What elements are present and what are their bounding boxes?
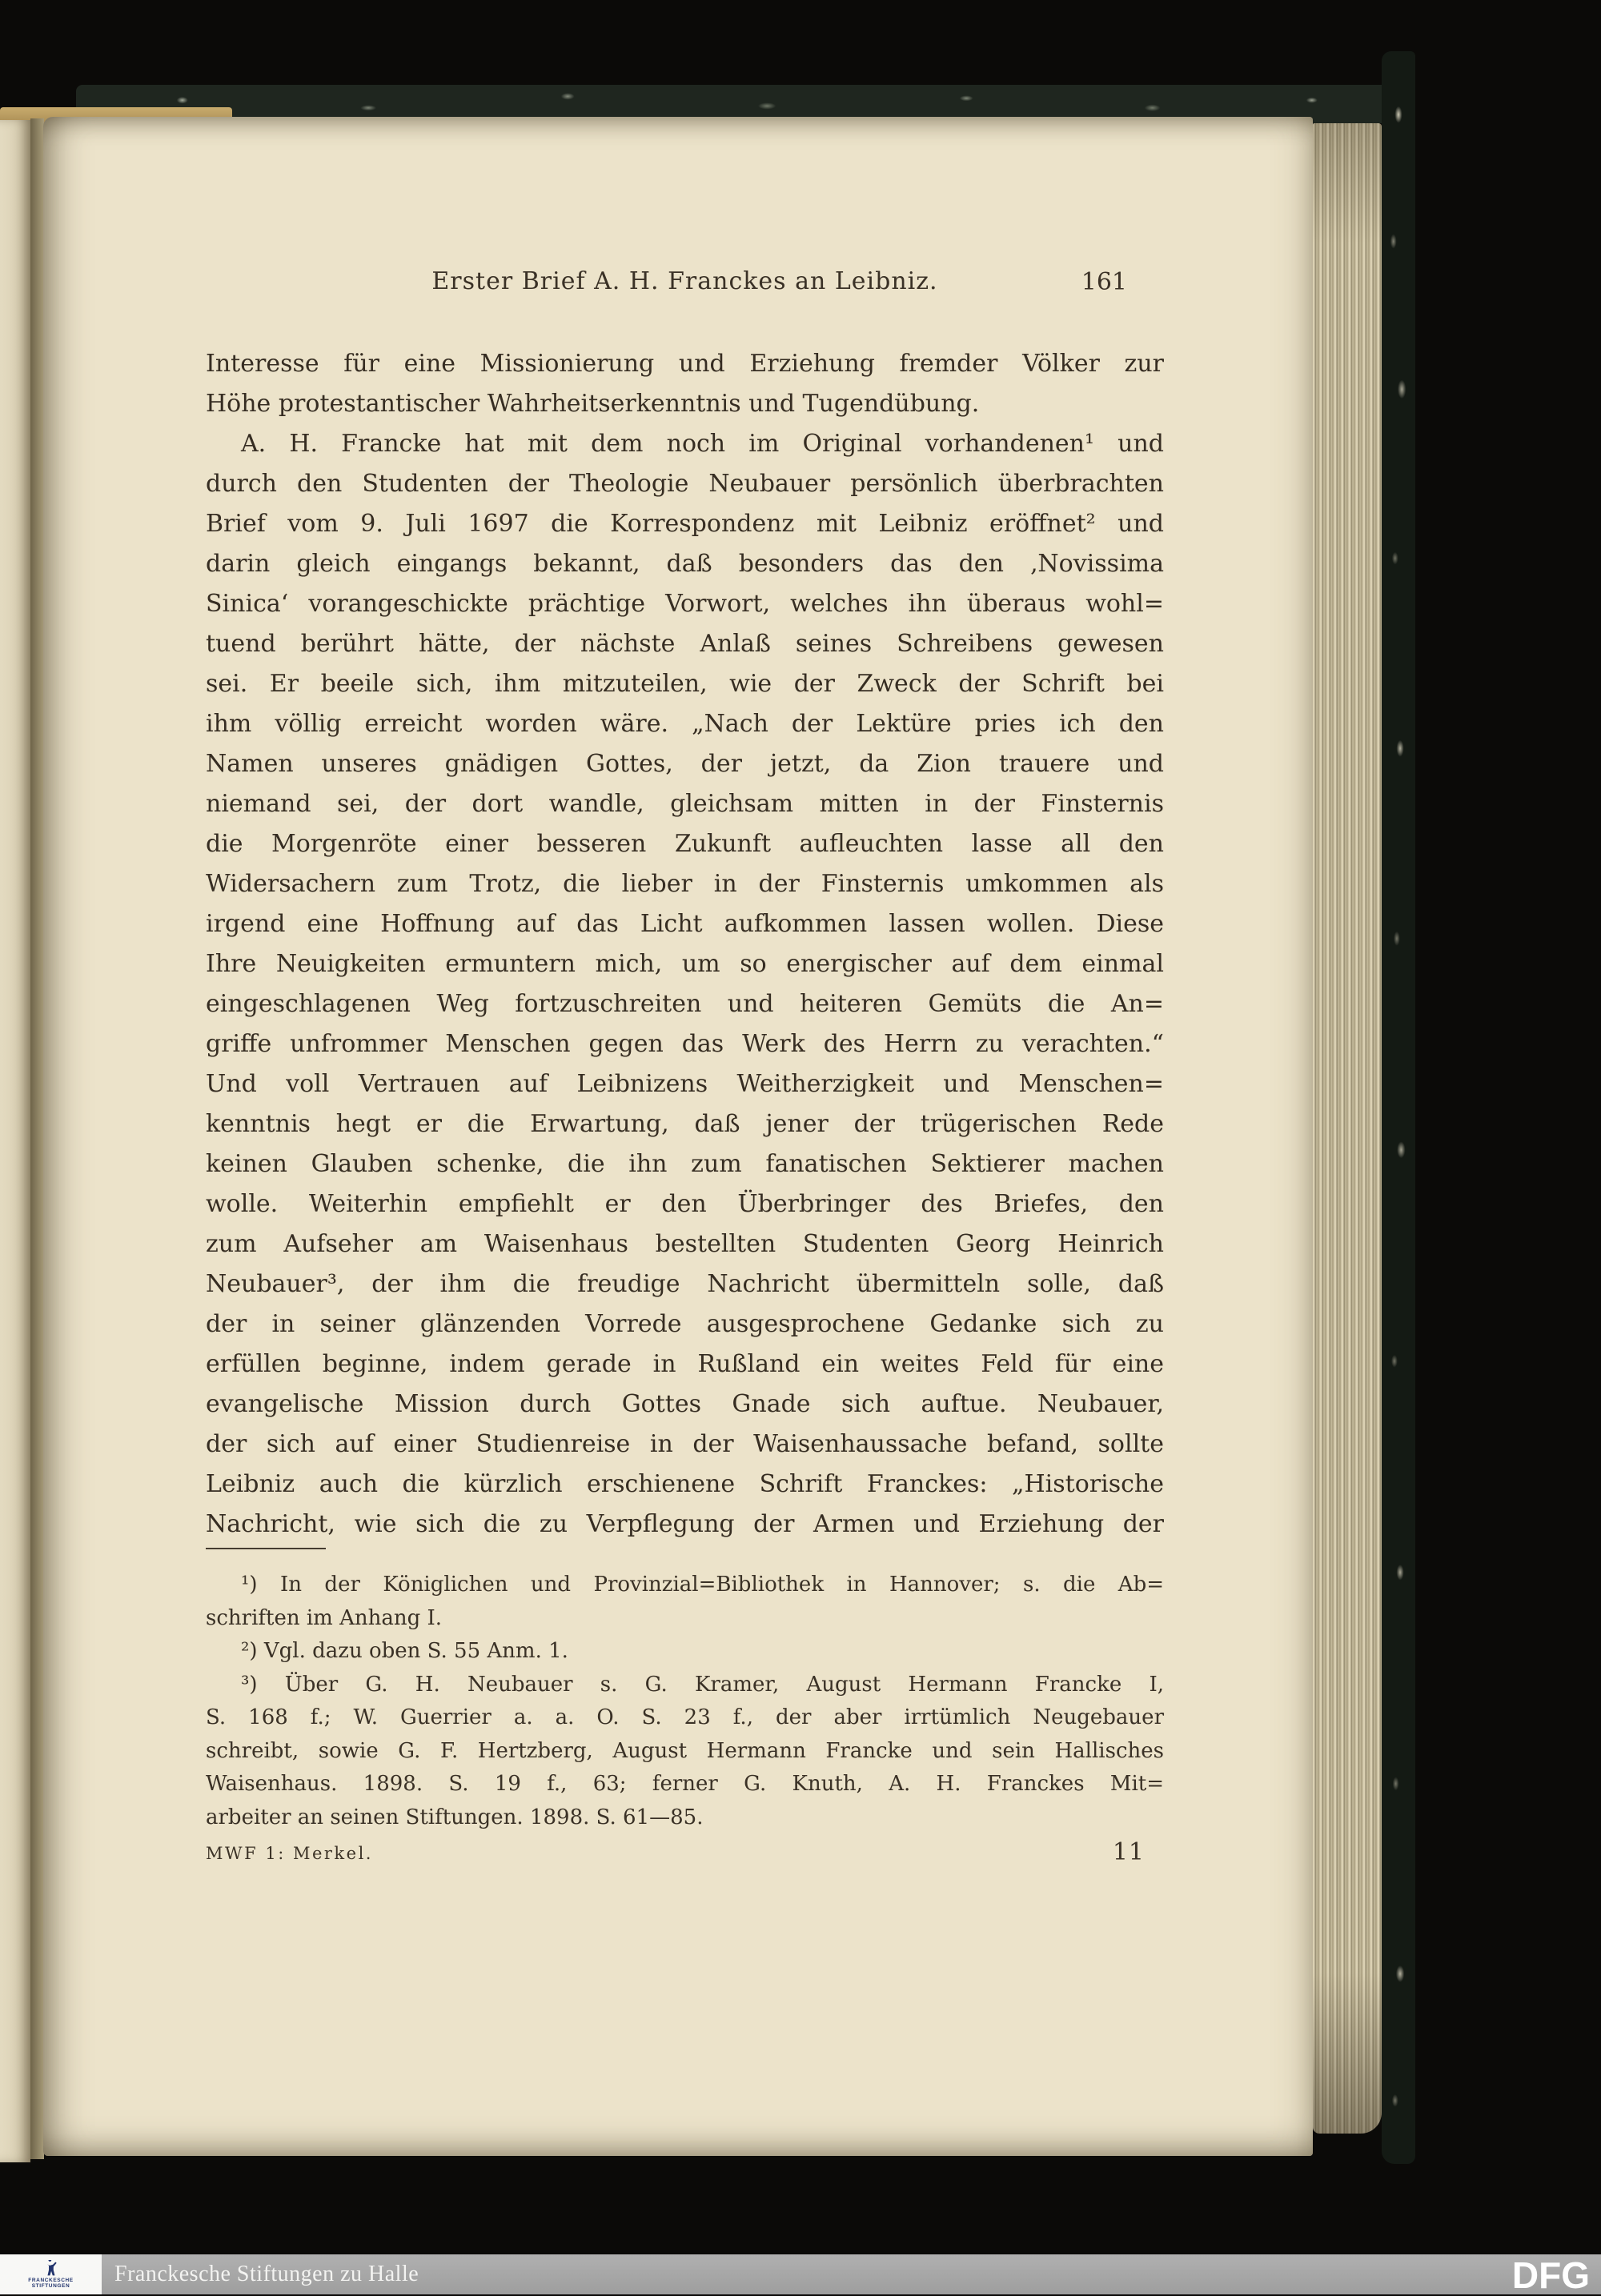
body-text-line: Neubauer³, der ihm die freudige Nachricht übermitteln solle, daß — [206, 1270, 1164, 1298]
page-fore-edge — [1313, 123, 1382, 2134]
running-header — [206, 267, 1164, 295]
logo-caption — [28, 2278, 73, 2289]
body-text-line: der in seiner glänzenden Vorrede ausgesprochene Gedanke sich zu — [206, 1310, 1164, 1338]
gutter-shadow — [30, 118, 44, 2159]
logo-caption-line2: STIFTUNGEN — [31, 2283, 70, 2289]
footnote-line: ³) Über G. H. Neubauer s. G. Kramer, August Hermann Francke I, — [241, 1672, 1164, 1697]
body-text-line: Sinica‘ vorangeschickte prächtige Vorwort, welches ihn überaus wohl= — [206, 590, 1164, 618]
footnote-line: ²) Vgl. dazu oben S. 55 Anm. 1. — [241, 1639, 568, 1663]
body-text-line: tuend berührt hätte, der nächste Anlaß seines Schreibens gewesen — [206, 630, 1164, 658]
footnotes — [206, 1569, 1164, 1834]
body-text-line: griffe unfrommer Menschen gegen das Werk des Herrn zu verachten.“ — [206, 1030, 1164, 1058]
viewer-footer-bar — [0, 2254, 1601, 2294]
body-text-line: evangelische Mission durch Gottes Gnade sich auftue. Neubauer, — [206, 1390, 1164, 1418]
footnote-line: arbeiter an seinen Stiftungen. 1898. S. 61—85. — [206, 1805, 704, 1829]
body-text-line: niemand sei, der dort wandle, gleichsam mitten in der Finsternis — [206, 790, 1164, 818]
sheet-number: 11 — [1112, 1838, 1145, 1866]
body-text-line: erfüllen beginne, indem gerade in Rußland ein weites Feld für eine — [206, 1350, 1164, 1378]
body-text-line: Nachricht, wie sich die zu Verpflegung der Armen und Erziehung der — [206, 1510, 1164, 1538]
body-text-line: keinen Glauben schenke, die ihn zum fanatischen Sektierer machen — [206, 1150, 1164, 1178]
body-text-line: Höhe protestantischer Wahrheitserkenntnis und Tugendübung. — [206, 390, 980, 418]
page-number: 161 — [1081, 268, 1127, 296]
francke-statue-icon — [42, 2260, 59, 2277]
body-text-line: Brief vom 9. Juli 1697 die Korrespondenz mit Leibniz eröffnet² und — [206, 510, 1164, 538]
footnote-line: S. 168 f.; W. Guerrier a. a. O. S. 23 f., der aber irrtümlich Neugebauer — [206, 1705, 1164, 1729]
body-text-line: der sich auf einer Studienreise in der Waisenhaussache befand, sollte — [206, 1430, 1164, 1458]
body-text-line: die Morgenröte einer besseren Zukunft aufleuchten lasse all den — [206, 830, 1164, 858]
body-text-line: Namen unseres gnädigen Gottes, der jetzt, da Zion trauere und — [206, 750, 1164, 778]
body-text-line: A. H. Francke hat mit dem noch im Original vorhandenen¹ und — [241, 430, 1164, 458]
franckesche-stiftungen-logo — [0, 2254, 102, 2294]
book-cover-edge — [1382, 51, 1415, 2164]
body-text-line: darin gleich eingangs bekannt, daß besonders das den ‚Novissima — [206, 550, 1164, 578]
body-text-line: Interesse für eine Missionierung und Erziehung fremder Völker zur — [206, 350, 1164, 378]
body-text-line: Und voll Vertrauen auf Leibnizens Weitherzigkeit und Menschen= — [206, 1070, 1164, 1098]
body-text — [206, 344, 1164, 1545]
footnote-line: schreibt, sowie G. F. Hertzberg, August Hermann Francke und sein Hallisches — [206, 1738, 1164, 1763]
body-text-line: eingeschlagenen Weg fortzuschreiten und heiteren Gemüts die An= — [206, 990, 1164, 1018]
body-text-line: irgend eine Hoffnung auf das Licht aufkommen lassen wollen. Diese — [206, 910, 1164, 938]
body-text-line: sei. Er beeile sich, ihm mitzuteilen, wie der Zweck der Schrift bei — [206, 670, 1164, 698]
facing-page-sliver — [0, 120, 30, 2162]
body-text-line: kenntnis hegt er die Erwartung, daß jener der trügerischen Rede — [206, 1110, 1164, 1138]
book-page — [43, 117, 1313, 2156]
body-text-line: Ihre Neuigkeiten ermuntern mich, um so energischer auf dem einmal — [206, 950, 1164, 978]
body-text-line: durch den Studenten der Theologie Neubauer persönlich überbrachten — [206, 470, 1164, 498]
footer-library-name: Franckesche Stiftungen zu Halle — [114, 2262, 419, 2286]
body-text-line: ihm völlig erreicht worden wäre. „Nach der Lektüre pries ich den — [206, 710, 1164, 738]
signature-row — [206, 1838, 1164, 1866]
running-header-title: Erster Brief A. H. Franckes an Leibniz. — [431, 267, 938, 295]
footnote-line: ¹) In der Königlichen und Provinzial=Bibliothek in Hannover; s. die Ab= — [241, 1573, 1164, 1597]
footnote-line: Waisenhaus. 1898. S. 19 f., 63; ferner G. Knuth, A. H. Franckes Mit= — [206, 1772, 1164, 1796]
footnote-line: schriften im Anhang I. — [206, 1605, 443, 1630]
body-text-line: wolle. Weiterhin empfiehlt er den Überbringer des Briefes, den — [206, 1190, 1164, 1218]
signature-mark: MWF 1: Merkel. — [206, 1844, 373, 1863]
body-text-line: Widersachern zum Trotz, die lieber in der Finsternis umkommen als — [206, 870, 1164, 898]
body-text-line: zum Aufseher am Waisenhaus bestellten Studenten Georg Heinrich — [206, 1230, 1164, 1258]
dfg-logo: DFG — [1511, 2254, 1590, 2296]
footnote-separator — [206, 1548, 326, 1549]
body-text-line: Leibniz auch die kürzlich erschienene Schrift Franckes: „Historische — [206, 1470, 1164, 1498]
logo-caption-line1: FRANCKESCHE — [28, 2278, 74, 2283]
